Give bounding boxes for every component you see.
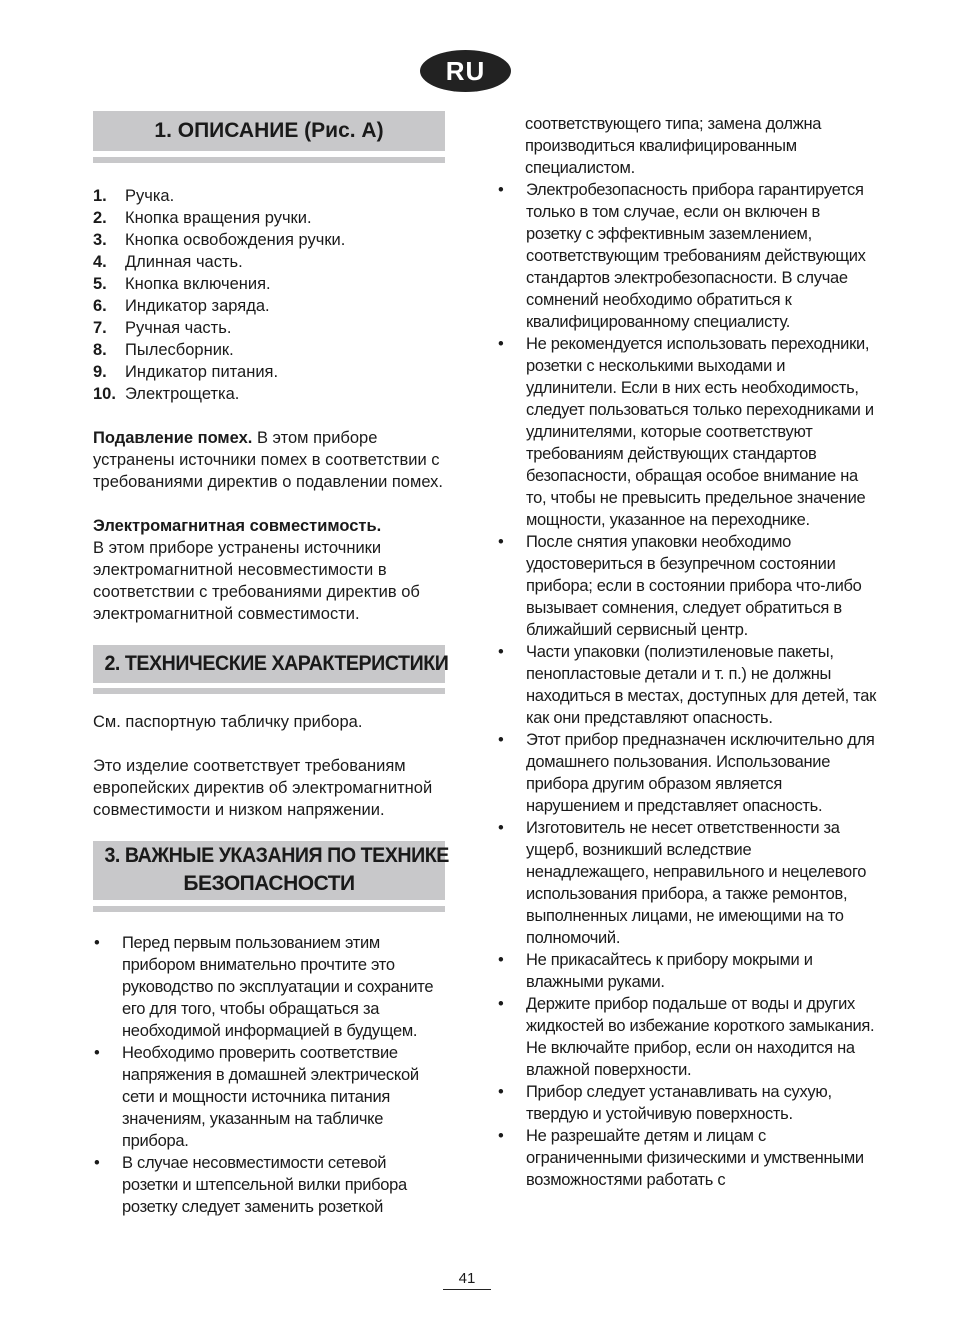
list-item: 6. Индикатор заряда.: [93, 297, 270, 315]
list-item: • Не разрешайте детям и лицам с ограниченными физическими и умственными возможностями работать с: [498, 1127, 864, 1189]
interference-paragraph: [93, 427, 445, 493]
list-item: 5. Кнопка включения.: [93, 275, 271, 293]
specs-paragraph: См. паспортную табличку прибора.: [93, 713, 363, 731]
right-column: [497, 113, 877, 1191]
left-column: [93, 111, 449, 1218]
list-item: 8. Пылесборник.: [93, 341, 234, 359]
list-item: • Этот прибор предназначен исключительно для домашнего пользования. Использование прибора другим образом является нарушением и представляет опасность.: [498, 731, 875, 815]
safety-list-left: [93, 932, 445, 1218]
list-item: • Изготовитель не несет ответственности за ущерб, возникший вследствие ненадлежащего, неправильного и нецелевого использования прибора, а также ремонтов, выполненных лицами, не имеющими на то полномочий.: [498, 819, 867, 947]
parts-list: [93, 185, 445, 405]
list-item: 4. Длинная часть.: [93, 253, 243, 271]
section-title-line: БЕЗОПАСНОСТИ: [183, 872, 355, 895]
list-item: 10. Электрощетка.: [93, 385, 240, 403]
emc-paragraph: [93, 515, 445, 625]
section-title-text: 1. ОПИСАНИЕ (Рис. А): [154, 119, 384, 142]
interference-title: Подавление помех.: [93, 429, 253, 447]
interference-text: В этом приборе устранены источники помех в соответствии с требованиями директив о подавлении помех.: [93, 429, 443, 491]
list-item: • Необходимо проверить соответствие напряжения в домашней электрической сети и мощности источника питания значениям, указанным на табличке прибора.: [94, 1044, 419, 1150]
list-item: • Держите прибор подальше от воды и других жидкостей во избежание короткого замыкания. Не включайте прибор, если он находится на влажной поверхности.: [498, 995, 875, 1079]
list-item: • Не прикасайтесь к прибору мокрыми и влажными руками.: [498, 951, 813, 991]
continuation-text: соответствующего типа; замена должна производиться квалифицированным специалистом.: [525, 115, 822, 177]
list-item: • Электробезопасность прибора гарантируется только в том случае, если он включен в розетку с эффективным заземлением, соответствующим требованиям действующих стандартов электробезопасности. В случае сомнений необходимо обратиться к квалифицированному специалисту.: [498, 181, 866, 331]
section-title-specs: [93, 645, 449, 683]
emc-text: В этом приборе устранены источники электромагнитной несовместимости в соответствии с требованиями директив об электромагнитной совместимости.: [93, 539, 420, 623]
list-item: • В случае несовместимости сетевой розетки и штепсельной вилки прибора розетку следует заменить розеткой: [94, 1154, 407, 1216]
list-item: 7. Ручная часть.: [93, 319, 232, 337]
list-item: 1. Ручка.: [93, 187, 175, 205]
language-badge: RU: [420, 50, 511, 92]
conformity-paragraph: Это изделие соответствует требованиям европейских директив об электромагнитной совместимости и низком напряжении.: [93, 757, 433, 819]
section-title-description: [93, 111, 445, 151]
section-title-line: 3. ВАЖНЫЕ УКАЗАНИЯ ПО ТЕХНИКЕ: [104, 844, 449, 867]
list-item: 9. Индикатор питания.: [93, 363, 279, 381]
section-title-safety: [93, 841, 449, 900]
list-item: • Не рекомендуется использовать переходники, розетки с несколькими выходами и удлинители. Если в них есть необходимость, следует пользоваться только переходниками и удлинителями, которые соответствуют требованиям действующих стандартов безопасности, обращая особое внимание на то, чтобы не превысить предельное значение мощности, указанное на переходнике.: [498, 335, 874, 529]
safety-list-right: [497, 179, 877, 1191]
list-item: • Перед первым пользованием этим прибором внимательно прочтите это руководство по эксплуатации и сохраните его для того, чтобы обращаться за необходимой информацией в будущем.: [94, 934, 434, 1040]
section-title-text: 2. ТЕХНИЧЕСКИЕ ХАРАКТЕРИСТИКИ: [104, 652, 449, 675]
list-item: • Части упаковки (полиэтиленовые пакеты, пенопластовые детали и т. п.) не должны находиться в местах, доступных для детей, так как они представляют опасность.: [498, 643, 877, 727]
list-item: 2. Кнопка вращения ручки.: [93, 209, 312, 227]
list-item: • После снятия упаковки необходимо удостовериться в безупречном состоянии прибора; если в состоянии прибора что-либо вызывает сомнения, следует обратиться в ближайший сервисный центр.: [498, 533, 862, 639]
page-number: 41: [443, 1270, 491, 1290]
list-item: 3. Кнопка освобождения ручки.: [93, 231, 346, 249]
list-item: • Прибор следует устанавливать на сухую, твердую и устойчивую поверхность.: [498, 1083, 832, 1123]
emc-title: Электромагнитная совместимость.: [93, 517, 382, 535]
